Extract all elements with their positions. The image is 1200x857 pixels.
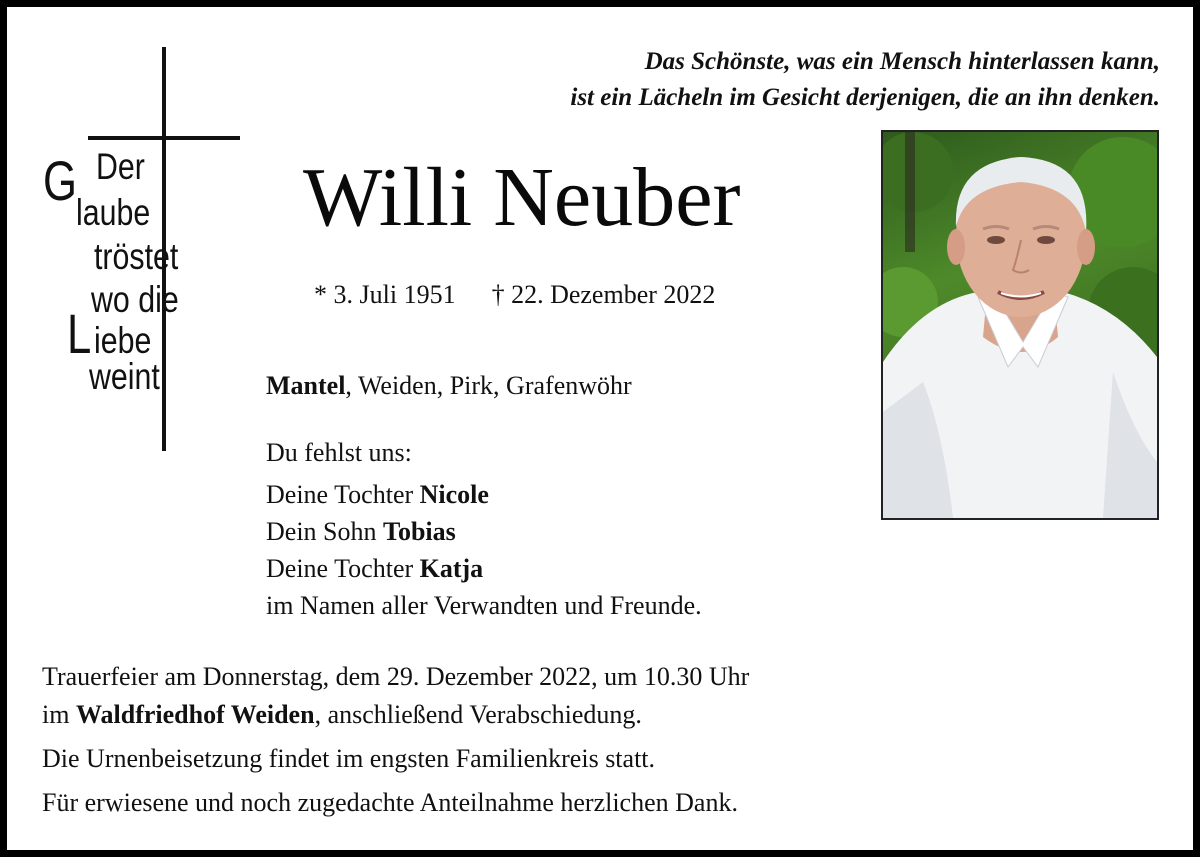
- motto-wo-die: wo die: [91, 279, 179, 320]
- motto-weint: weint: [89, 356, 160, 397]
- quote-line-1: Das Schönste, was ein Mensch hinterlassen kann,: [644, 48, 1160, 75]
- portrait-photo: [881, 130, 1159, 520]
- mourners-intro: Du fehlst uns:: [266, 438, 412, 467]
- mourner-line: [266, 550, 702, 587]
- memorial-quote: [570, 44, 1160, 116]
- portrait-image: [883, 132, 1157, 518]
- motto-laube: laube: [76, 192, 151, 233]
- motto-letter-g: G: [43, 149, 77, 212]
- place-bold: Mantel: [266, 371, 346, 400]
- birth-date: * 3. Juli 1951: [314, 280, 456, 309]
- location-pre: im: [42, 700, 76, 729]
- mourners-list: [266, 434, 702, 624]
- motto-iebe: iebe: [94, 320, 152, 361]
- quote-line-2: ist ein Lächeln im Gesicht derjenigen, die an ihn denken.: [570, 84, 1160, 111]
- motto-troestet: tröstet: [94, 236, 179, 277]
- ceremony-info: [42, 658, 749, 822]
- urn-burial-note: Die Urnenbeisetzung findet im engsten Familienkreis statt.: [42, 744, 656, 773]
- mourner-line: [266, 476, 702, 513]
- cross-icon-bar: [88, 136, 240, 140]
- life-dates: [314, 280, 715, 310]
- ceremony-location: [42, 696, 749, 734]
- mourner-name: Katja: [419, 554, 484, 583]
- mourner-name: Tobias: [383, 517, 456, 546]
- thanks-note: Für erwiesene und noch zugedachte Anteilnahme herzlichen Dank.: [42, 788, 738, 817]
- mourner-line: [266, 513, 702, 550]
- mourner-relation: Dein Sohn: [266, 517, 383, 546]
- motto-der: Der: [96, 146, 145, 187]
- mourner-name: Nicole: [419, 480, 489, 509]
- mourner-relation: Deine Tochter: [266, 480, 420, 509]
- deceased-name: Willi Neuber: [303, 151, 741, 244]
- ceremony-date: Trauerfeier am Donnerstag, dem 29. Dezember 2022, um 10.30 Uhr: [42, 662, 750, 691]
- location-post: , anschließend Verabschiedung.: [314, 700, 642, 729]
- death-date: † 22. Dezember 2022: [491, 280, 716, 309]
- place-rest: , Weiden, Pirk, Grafenwöhr: [345, 371, 632, 400]
- residence-places: [266, 371, 632, 401]
- cemetery-name: Waldfriedhof Weiden: [75, 700, 315, 729]
- mourner-relation: Deine Tochter: [266, 554, 420, 583]
- mourners-closing: im Namen aller Verwandten und Freunde.: [266, 591, 702, 620]
- motto-letter-l: L: [67, 302, 92, 365]
